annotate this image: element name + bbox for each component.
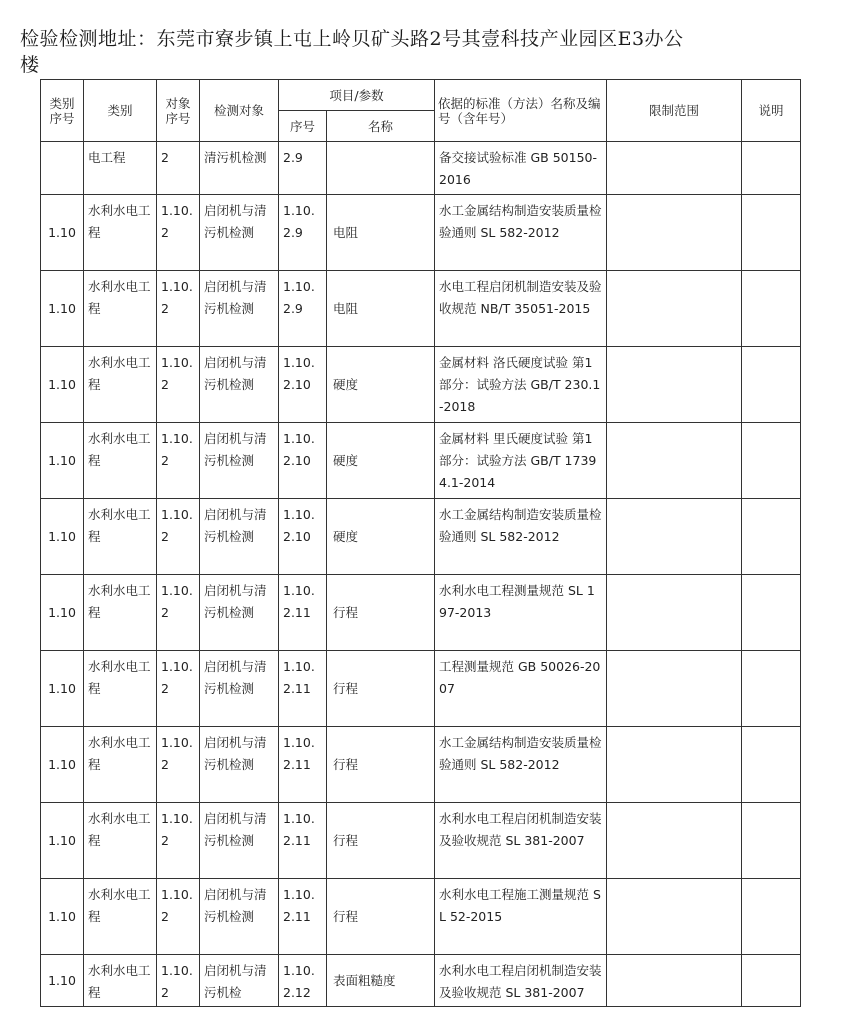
- object-cell: 启闭机与清污机检测: [200, 879, 279, 955]
- inspection-table: [40, 79, 801, 1007]
- header-item-param: 项目/参数: [279, 80, 435, 111]
- table-body: [41, 142, 801, 1007]
- limit-cell: [607, 142, 742, 195]
- table-row: [41, 195, 801, 271]
- category-cell: 水利水电工程: [84, 955, 157, 1007]
- category-no-cell: 1.10: [41, 347, 84, 423]
- category-no-cell: 1.10: [41, 575, 84, 651]
- category-no-cell: 1.10: [41, 499, 84, 575]
- standard-cell: 水利水电工程启闭机制造安装及验收规范 SL 381-2007: [435, 955, 607, 1007]
- remark-cell: [742, 727, 801, 803]
- header-category-no: 类别序号: [41, 80, 84, 142]
- category-no-cell: 1.10: [41, 955, 84, 1007]
- category-cell: 水利水电工程: [84, 651, 157, 727]
- category-cell: 水利水电工程: [84, 499, 157, 575]
- category-cell: 水利水电工程: [84, 347, 157, 423]
- seq-cell: 1.10.2.10: [279, 347, 327, 423]
- category-no-cell: 1.10: [41, 423, 84, 499]
- table-row: [41, 879, 801, 955]
- header-object: 检测对象: [200, 80, 279, 142]
- remark-cell: [742, 499, 801, 575]
- seq-cell: 1.10.2.11: [279, 727, 327, 803]
- object-no-cell: 2: [157, 142, 200, 195]
- category-no-cell: 1.10: [41, 727, 84, 803]
- table-row: [41, 651, 801, 727]
- table-row: [41, 423, 801, 499]
- standard-cell: 水工金属结构制造安装质量检验通则 SL 582-2012: [435, 195, 607, 271]
- limit-cell: [607, 803, 742, 879]
- name-cell: 电阻: [327, 271, 435, 347]
- address-line-2: 楼: [20, 54, 40, 76]
- seq-cell: 1.10.2.12: [279, 955, 327, 1007]
- limit-cell: [607, 651, 742, 727]
- header-category: 类别: [84, 80, 157, 142]
- remark-cell: [742, 955, 801, 1007]
- standard-cell: 水利水电工程启闭机制造安装及验收规范 SL 381-2007: [435, 803, 607, 879]
- seq-cell: 1.10.2.10: [279, 423, 327, 499]
- object-cell: 启闭机与清污机检测: [200, 575, 279, 651]
- limit-cell: [607, 727, 742, 803]
- object-no-cell: 1.10.2: [157, 803, 200, 879]
- category-no-cell: 1.10: [41, 879, 84, 955]
- remark-cell: [742, 879, 801, 955]
- seq-cell: 1.10.2.9: [279, 271, 327, 347]
- standard-cell: 水电工程启闭机制造安装及验收规范 NB/T 35051-2015: [435, 271, 607, 347]
- category-cell: 水利水电工程: [84, 575, 157, 651]
- limit-cell: [607, 195, 742, 271]
- standard-cell: 工程测量规范 GB 50026-2007: [435, 651, 607, 727]
- object-no-cell: 1.10.2: [157, 727, 200, 803]
- object-no-cell: 1.10.2: [157, 879, 200, 955]
- object-cell: 启闭机与清污机检测: [200, 803, 279, 879]
- object-cell: 启闭机与清污机检测: [200, 423, 279, 499]
- table-row: [41, 347, 801, 423]
- standard-cell: 水工金属结构制造安装质量检验通则 SL 582-2012: [435, 727, 607, 803]
- name-cell: 电阻: [327, 195, 435, 271]
- table-row: [41, 803, 801, 879]
- limit-cell: [607, 423, 742, 499]
- address-line-1: 检验检测地址：东莞市寮步镇上屯上岭贝矿头路2号其壹科技产业园区E3办公: [20, 28, 684, 50]
- standard-cell: 备交接试验标准 GB 50150-2016: [435, 142, 607, 195]
- object-no-cell: 1.10.2: [157, 347, 200, 423]
- object-no-cell: 1.10.2: [157, 955, 200, 1007]
- seq-cell: 2.9: [279, 142, 327, 195]
- name-cell: [327, 142, 435, 195]
- object-no-cell: 1.10.2: [157, 195, 200, 271]
- object-cell: 启闭机与清污机检测: [200, 499, 279, 575]
- limit-cell: [607, 575, 742, 651]
- name-cell: 行程: [327, 879, 435, 955]
- object-no-cell: 1.10.2: [157, 651, 200, 727]
- category-cell: 电工程: [84, 142, 157, 195]
- category-cell: 水利水电工程: [84, 803, 157, 879]
- table-row: [41, 727, 801, 803]
- category-no-cell: 1.10: [41, 271, 84, 347]
- name-cell: 行程: [327, 575, 435, 651]
- header-name: 名称: [327, 111, 435, 142]
- name-cell: 硬度: [327, 499, 435, 575]
- table-row: [41, 955, 801, 1007]
- category-cell: 水利水电工程: [84, 271, 157, 347]
- page-title: [20, 26, 830, 78]
- object-no-cell: 1.10.2: [157, 271, 200, 347]
- category-cell: 水利水电工程: [84, 423, 157, 499]
- category-no-cell: [41, 142, 84, 195]
- header-object-no: 对象序号: [157, 80, 200, 142]
- category-no-cell: 1.10: [41, 651, 84, 727]
- standard-cell: 金属材料 里氏硬度试验 第1部分：试验方法 GB/T 17394.1-2014: [435, 423, 607, 499]
- category-cell: 水利水电工程: [84, 879, 157, 955]
- table-row: [41, 499, 801, 575]
- table-row: [41, 575, 801, 651]
- limit-cell: [607, 499, 742, 575]
- object-cell: 启闭机与清污机检: [200, 955, 279, 1007]
- category-no-cell: 1.10: [41, 803, 84, 879]
- limit-cell: [607, 347, 742, 423]
- seq-cell: 1.10.2.11: [279, 575, 327, 651]
- limit-cell: [607, 271, 742, 347]
- name-cell: 行程: [327, 651, 435, 727]
- seq-cell: 1.10.2.11: [279, 879, 327, 955]
- header-limit: 限制范围: [607, 80, 742, 142]
- header-standard: 依据的标准（方法）名称及编号（含年号）: [435, 80, 607, 142]
- seq-cell: 1.10.2.11: [279, 803, 327, 879]
- table-row: [41, 271, 801, 347]
- object-cell: 启闭机与清污机检测: [200, 195, 279, 271]
- remark-cell: [742, 142, 801, 195]
- seq-cell: 1.10.2.11: [279, 651, 327, 727]
- name-cell: 行程: [327, 727, 435, 803]
- remark-cell: [742, 423, 801, 499]
- category-no-cell: 1.10: [41, 195, 84, 271]
- object-no-cell: 1.10.2: [157, 575, 200, 651]
- remark-cell: [742, 271, 801, 347]
- object-cell: 启闭机与清污机检测: [200, 727, 279, 803]
- object-cell: 清污机检测: [200, 142, 279, 195]
- name-cell: 硬度: [327, 347, 435, 423]
- object-no-cell: 1.10.2: [157, 423, 200, 499]
- header-remark: 说明: [742, 80, 801, 142]
- table-row: [41, 142, 801, 195]
- standard-cell: 金属材料 洛氏硬度试验 第1部分：试验方法 GB/T 230.1-2018: [435, 347, 607, 423]
- remark-cell: [742, 651, 801, 727]
- name-cell: 表面粗糙度: [327, 955, 435, 1007]
- name-cell: 硬度: [327, 423, 435, 499]
- category-cell: 水利水电工程: [84, 195, 157, 271]
- seq-cell: 1.10.2.9: [279, 195, 327, 271]
- seq-cell: 1.10.2.10: [279, 499, 327, 575]
- limit-cell: [607, 879, 742, 955]
- object-cell: 启闭机与清污机检测: [200, 347, 279, 423]
- remark-cell: [742, 195, 801, 271]
- category-cell: 水利水电工程: [84, 727, 157, 803]
- object-cell: 启闭机与清污机检测: [200, 651, 279, 727]
- limit-cell: [607, 955, 742, 1007]
- remark-cell: [742, 575, 801, 651]
- remark-cell: [742, 803, 801, 879]
- object-cell: 启闭机与清污机检测: [200, 271, 279, 347]
- header-seq: 序号: [279, 111, 327, 142]
- standard-cell: 水利水电工程测量规范 SL 197-2013: [435, 575, 607, 651]
- object-no-cell: 1.10.2: [157, 499, 200, 575]
- standard-cell: 水工金属结构制造安装质量检验通则 SL 582-2012: [435, 499, 607, 575]
- remark-cell: [742, 347, 801, 423]
- standard-cell: 水利水电工程施工测量规范 SL 52-2015: [435, 879, 607, 955]
- name-cell: 行程: [327, 803, 435, 879]
